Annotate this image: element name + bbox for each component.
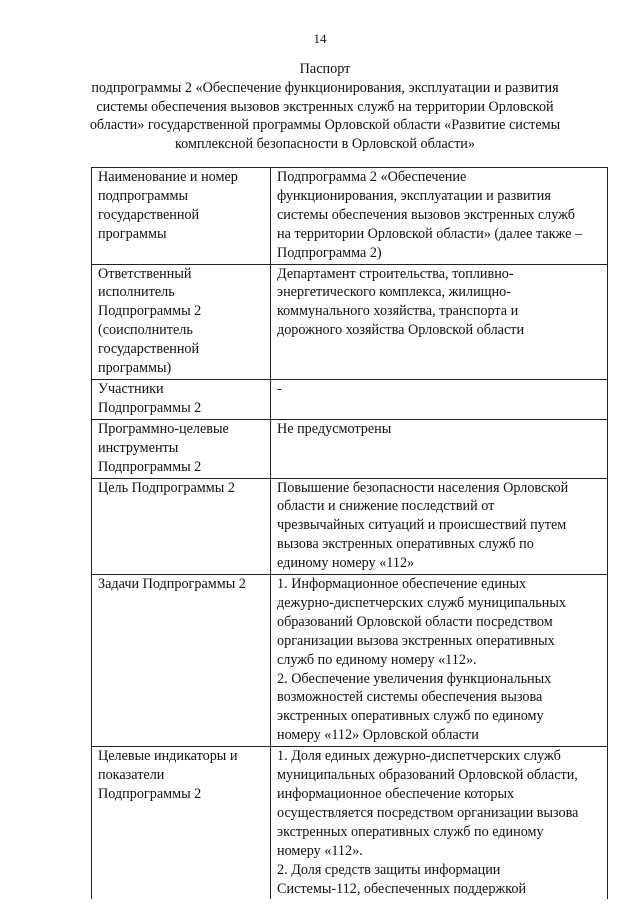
- page-number: 14: [313, 31, 327, 46]
- row-value: Подпрограмма 2 «Обеспечение функционирования, эксплуатации и развития системы обеспечения вызовов экстренных служб на территории Орловской области» (далее также – Подпрограмма 2): [271, 168, 608, 265]
- row-label: Ответственный исполнитель Подпрограммы 2 (соисполнитель государственной программы): [92, 264, 271, 379]
- table-row: [92, 264, 608, 379]
- row-value: -: [271, 379, 608, 419]
- passport-table: [91, 167, 608, 899]
- row-value: Департамент строительства, топливно- энергетического комплекса, жилищно- коммунального хозяйства, транспорта и дорожного хозяйства Орловской области: [271, 264, 608, 379]
- row-label: Наименование и номер подпрограммы государственной программы: [92, 168, 271, 265]
- row-label: Участники Подпрограммы 2: [92, 379, 271, 419]
- row-label: Программно-целевые инструменты Подпрограммы 2: [92, 419, 271, 478]
- document-title: Паспорт: [299, 61, 351, 77]
- row-value: Повышение безопасности населения Орловской области и снижение последствий от чрезвычайных ситуаций и происшествий путем вызова экстренных оперативных служб по единому номеру «112»: [271, 478, 608, 575]
- table-row: [92, 478, 608, 575]
- row-value: 1. Доля единых дежурно-диспетчерских служб муниципальных образований Орловской области, информационное обеспечение которых осуществляется посредством организации вызова экстренных оперативных служб по единому номеру «112». 2. Доля средств защиты информации Системы-112, обеспеченных поддержкой: [271, 747, 608, 900]
- document-heading: [70, 60, 580, 154]
- table-row: [92, 168, 608, 265]
- document-subtitle: подпрограммы 2 «Обеспечение функционирования, эксплуатации и развития системы обеспечения вызовов экстренных служб на территории Орловской области» государственной программы Орловской области «Развитие системы комплексной безопасности в Орловской области»: [89, 79, 561, 153]
- table-row: [92, 419, 608, 478]
- table-row: [92, 747, 608, 900]
- row-label: Задачи Подпрограммы 2: [92, 575, 271, 747]
- table-row: [92, 575, 608, 747]
- row-value: Не предусмотрены: [271, 419, 608, 478]
- row-value: 1. Информационное обеспечение единых дежурно-диспетчерских служб муниципальных образований Орловской области посредством организации вызова экстренных оперативных служб по единому номеру «112». 2. Обеспечение увеличения функциональных возможностей системы обеспечения вызова экстренных оперативных служб по единому номеру «112» Орловской области: [271, 575, 608, 747]
- row-label: Цель Подпрограммы 2: [92, 478, 271, 575]
- row-label: Целевые индикаторы и показатели Подпрограммы 2: [92, 747, 271, 900]
- table-row: [92, 379, 608, 419]
